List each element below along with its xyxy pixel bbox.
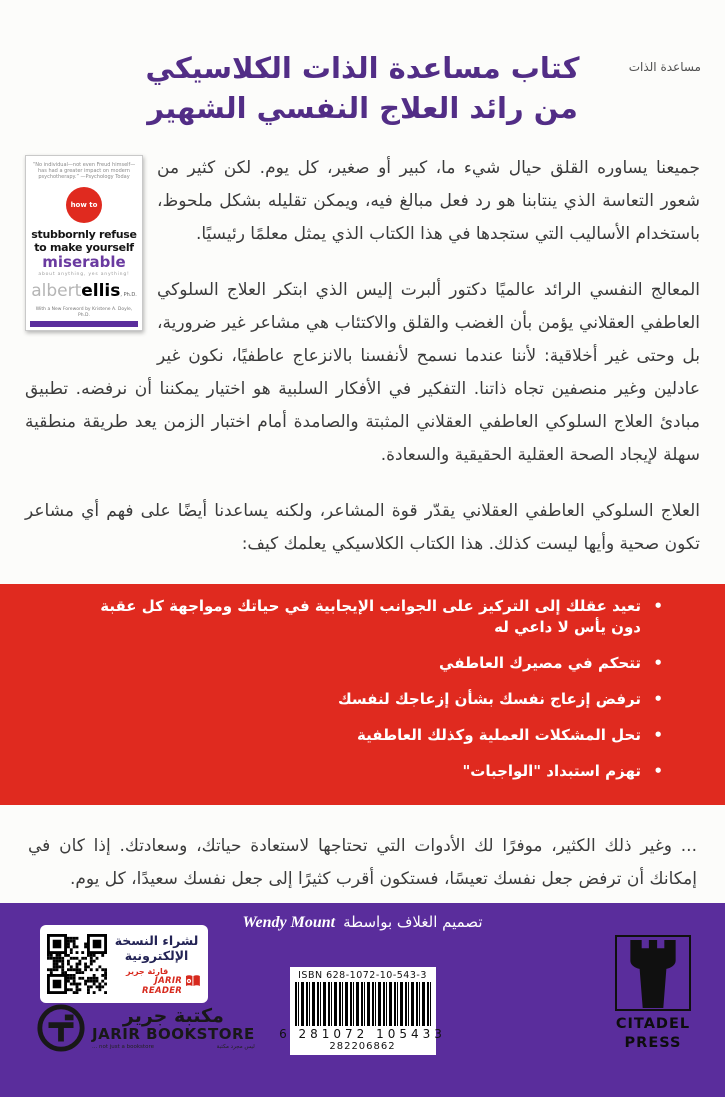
barcode-bars: [295, 982, 431, 1026]
citadel-tower-frame: [615, 935, 691, 1011]
paragraph-1: جميعنا يساوره القلق حيال شيء ما، كبير أو صغير، كل يوم. لكن كثير من شعور التعاسة الذي ينتابنا هو رد فعل مبالغ فيه، ويمكن تقليله بشكل ملحوظ، باستخدام الأساليب التي ستجدها في هذا الكتاب الذي يمثل معلمًا رئيسيًا.: [157, 158, 700, 244]
barcode-secondary-code: 282206862: [329, 1041, 396, 1052]
cover-author-first: albert: [31, 281, 82, 301]
cover-circle-text: how to: [70, 201, 98, 209]
citadel-press-logo: [611, 935, 695, 1053]
barcode-digits: 6 281072 105433: [279, 1027, 446, 1041]
cover-author-suffix: , Ph.D.: [120, 292, 137, 298]
body-copy: [25, 152, 700, 561]
cover-subtitle: about anything, yes anything!: [38, 272, 130, 277]
castle-tower-icon: [622, 938, 684, 1008]
jarir-tagline-ar: ليس مجرد مكتبة: [216, 1044, 255, 1050]
footer-banner: [0, 903, 725, 1097]
cover-review-quote: “No individual—not even Freud himself—has had a greater impact on modern psychotherapy.” —Psychology Today: [32, 162, 136, 180]
citadel-name-line2: PRESS: [624, 1035, 682, 1051]
book-reader-icon: [185, 974, 201, 988]
ebook-purchase-label: لشراء النسخة الإلكترونية: [114, 932, 199, 963]
page-title: [20, 48, 705, 128]
paragraph-3: العلاج السلوكي العاطفي العقلاني يقدّر قوة المشاعر، ولكنه يساعدنا أيضًا على فهم أي مشاعر تكون صحية وأيها ليست كذلك. هذا الكتاب الكلاسيكي يعلمك كيف:: [25, 501, 700, 554]
category-label: مساعدة الذات: [628, 60, 701, 74]
ebook-qr-card: [40, 925, 208, 1003]
jarir-reader-name-en: JARIR READER: [142, 975, 183, 996]
book-back-cover: [0, 48, 725, 1097]
list-item: • تهزم استبداد "الواجبات": [70, 761, 665, 782]
design-credit-label: تصميم الغلاف بواسطة: [343, 913, 483, 931]
cover-foreword: With a New Foreword by Kristene A. Doyle, Ph.D.: [35, 307, 133, 318]
closing-paragraph: ... وغير ذلك الكثير، موفرًا لك الأدوات التي تحتاجها لاستعادة حياتك، وسعادتك. إذا كان في إمكانك أن ترفض جعل نفسك تعيسًا، فستكون أقرب كثيرًا إلى جعل نفسك سعيدًا، كل يوم.: [28, 836, 697, 889]
cover-author: [31, 283, 137, 304]
list-item: • تحل المشكلات العملية وكذلك العاطفية: [70, 725, 665, 746]
list-item: • تتحكم في مصيرك العاطفي: [70, 653, 665, 674]
design-credit-name: Wendy Mount: [242, 914, 336, 931]
jarir-bookstore-name-ar: مكتبة جرير: [122, 1005, 224, 1027]
page-title-line2: من رائد العلاج النفسي الشهير: [147, 91, 578, 125]
highlights-list: [70, 596, 665, 782]
citadel-name-line1: CITADEL: [615, 1016, 691, 1032]
jarir-bookstore-logo: [36, 1003, 255, 1053]
citadel-press-name: [611, 1015, 695, 1053]
cover-author-last: ellis: [81, 281, 121, 301]
page-title-line1: كتاب مساعدة الذات الكلاسيكي: [145, 51, 580, 85]
jarir-bookstore-tagline: [92, 1044, 255, 1050]
jarir-bookstore-name-en: JARIR BOOKSTORE: [92, 1025, 255, 1043]
cover-title-line3: miserable: [42, 253, 126, 271]
list-item: • تعيد عقلك إلى التركيز على الجوانب الإيجابية في حياتك ومواجهة كل عقبة دون يأس لا داعي له: [70, 596, 665, 638]
jarir-reader-logo: [112, 967, 201, 996]
barcode-isbn: ISBN 628-1072-10-543-3: [298, 970, 427, 981]
ebook-qr-text: [112, 933, 201, 996]
list-item: • ترفض إزعاج نفسك بشأن إزعاجك لنفسك: [70, 689, 665, 710]
jarir-tagline-en: ... not just a bookstore: [92, 1044, 154, 1050]
jarir-reader-names: [112, 967, 182, 996]
jarir-bookstore-icon: [36, 1003, 86, 1053]
cover-red-circle: [66, 187, 102, 223]
jarir-bookstore-text: [92, 1006, 255, 1050]
highlights-red-box: [0, 584, 725, 805]
cover-title-line1: stubbornly refuse: [31, 228, 137, 241]
paragraph-2: المعالج النفسي الرائد عالميًا دكتور ألبرت إليس الذي ابتكر العلاج السلوكي العاطفي العقلاني يؤمن بأن الغضب والقلق والاكتئاب هي مشاعر غير ضرورية، بل وحتى غير أخلاقية: لأننا عندما نسمح لأنفسنا بالانزعاج عاطفيًا، نكون غير عادلين وغير منصفين تجاه ذاتنا. التفكير في الأفكار السلبية هو اختيار يمكننا أن نرفضه. تطبيق مبادئ العلاج السلوكي العاطفي العقلاني المثبتة والصامدة أمام اختبار الزمن يعد طريقة منطقية سهلة لإيجاد الصحة العقلية الحقيقية والسعادة.: [25, 280, 700, 465]
qr-code: [47, 934, 107, 994]
barcode: [279, 967, 446, 1055]
jarir-reader-name-ar: قارئة جرير: [125, 966, 169, 976]
cover-purple-bar: [30, 321, 138, 327]
cover-title-line2: to make yourself: [34, 240, 134, 254]
book-cover-thumbnail: [25, 155, 143, 331]
